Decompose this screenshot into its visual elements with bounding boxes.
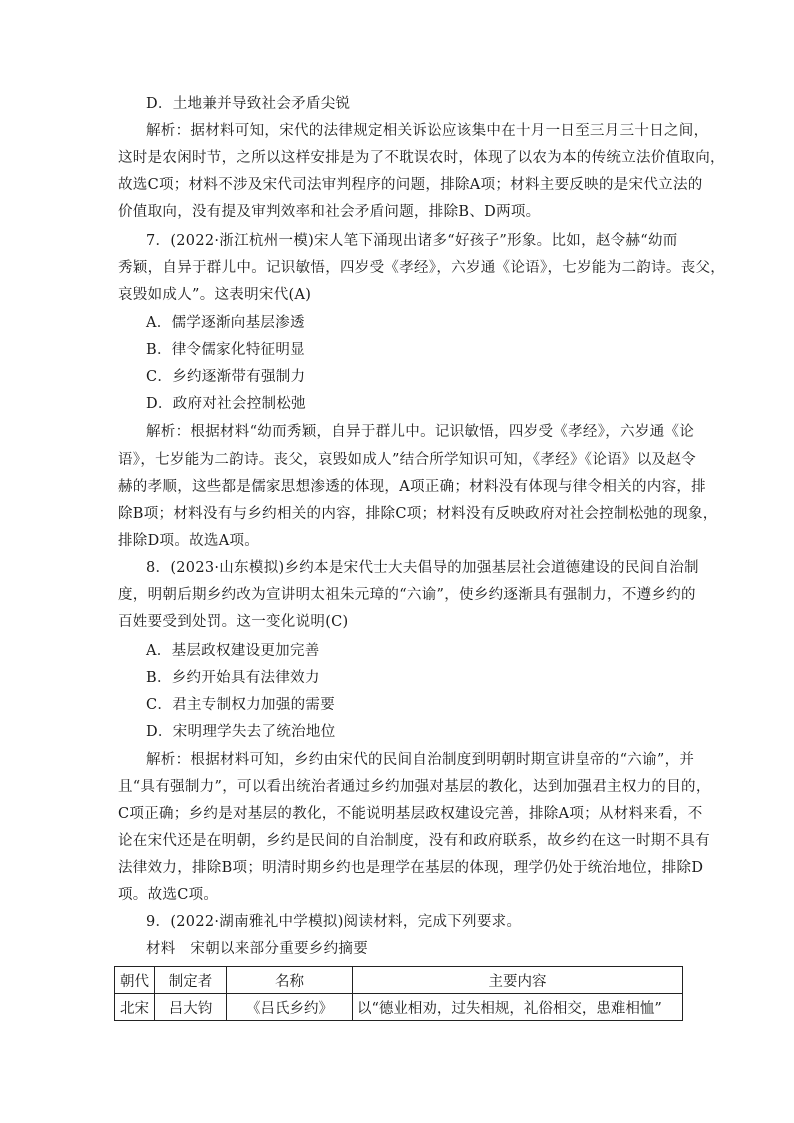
q8-option-b: B．乡约开始具有法律效力 — [146, 670, 320, 686]
q9-material-title: 材料 宋朝以来部分重要乡约摘要 — [146, 941, 368, 957]
q8-stem-line: 8．(2023·山东模拟)乡约本是宋代士大夫倡导的加强基层社会道德建设的民间自治制 — [146, 560, 699, 576]
q7-analysis-line: 语》，七岁能为二韵诗。丧父，哀毁如成人”结合所学知识可知，《孝经》《论语》以及赵令 — [118, 452, 696, 468]
q7-analysis-line: 除B项；材料没有与乡约相关的内容，排除C项；材料没有反映政府对社会控制松弛的现象， — [118, 506, 718, 522]
q8-option-d: D．宋明理学失去了统治地位 — [146, 724, 336, 740]
q7-option-c: C．乡约逐渐带有强制力 — [146, 369, 306, 385]
q7-option-b: B．律令儒家化特征明显 — [146, 342, 305, 358]
q7-option-d: D．政府对社会控制松弛 — [146, 396, 306, 412]
q7-stem-line: 7．(2022·浙江杭州一模)宋人笔下涌现出诸多“好孩子”形象。比如，赵令赫“幼而 — [146, 233, 678, 249]
q7-analysis-line: 排除D项。故选A项。 — [118, 533, 260, 549]
q9-stem: 9．(2022·湖南雅礼中学模拟)阅读材料，完成下列要求。 — [146, 914, 522, 930]
table-header-cell: 制定者 — [155, 967, 227, 994]
q7-option-a: A．儒学逐渐向基层渗透 — [146, 315, 305, 331]
q7-stem-line: 秀颖，自异于群儿中。记识敏悟，四岁受《孝经》，六岁通《论语》，七岁能为二韵诗。丧父， — [118, 260, 726, 276]
q8-option-a: A．基层政权建设更加完善 — [146, 643, 320, 659]
q6-analysis-line: 这时是农闲时节，之所以这样安排是为了不耽误农时，体现了以农为本的传统立法价值取向， — [118, 150, 725, 166]
q7-analysis-line: 解析：根据材料“幼而秀颖，自异于群儿中。记识敏悟，四岁受《孝经》，六岁通《论 — [146, 424, 695, 440]
table-cell: 以“德业相劝，过失相规，礼俗相交，患难相恤” — [353, 994, 683, 1021]
q8-analysis-line: C项正确；乡约是对基层的教化，不能说明基层政权建设完善，排除A项；从材料来看，不 — [118, 806, 703, 822]
q8-analysis-line: 论在宋代还是在明朝，乡约是民间的自治制度，没有和政府联系，故乡约在这一时期不具有 — [118, 833, 710, 849]
table-header-row — [115, 967, 683, 994]
q8-analysis-line: 解析：根据材料可知，乡约由宋代的民间自治制度到明朝时期宣讲皇帝的“六谕”，并 — [146, 752, 695, 768]
q6-analysis-line: 价值取向，没有提及审判效率和社会矛盾问题，排除B、D两项。 — [118, 204, 541, 220]
q8-analysis-line: 且“具有强制力”，可以看出统治者通过乡约加强对基层的教化，达到加强君主权力的目的， — [118, 779, 711, 795]
q8-stem-line: 百姓要受到处罚。这一变化说明(C) — [118, 614, 349, 630]
table-cell: 北宋 — [115, 994, 155, 1021]
table-header-cell: 主要内容 — [353, 967, 683, 994]
q8-stem-line: 度，明朝后期乡约改为宣讲明太祖朱元璋的“六谕”，使乡约逐渐具有强制力，不遵乡约的 — [118, 587, 696, 603]
q6-option-d: D．土地兼并导致社会矛盾尖锐 — [146, 96, 351, 112]
table-header-cell: 名称 — [227, 967, 353, 994]
table-row — [115, 994, 683, 1021]
q7-stem-line: 哀毁如成人”。这表明宋代(A) — [118, 287, 312, 303]
table-cell: 《吕氏乡约》 — [227, 994, 353, 1021]
q7-analysis-line: 赫的孝顺，这些都是儒家思想渗透的体现，A项正确；材料没有体现与律令相关的内容，排 — [118, 479, 706, 495]
table-cell: 吕大钧 — [155, 994, 227, 1021]
rural-compact-table — [114, 966, 683, 1021]
q6-analysis-line: 故选C项；材料不涉及宋代司法审判程序的问题，排除A项；材料主要反映的是宋代立法的 — [118, 177, 703, 193]
q6-analysis-line: 解析：据材料可知，宋代的法律规定相关诉讼应该集中在十月一日至三月三十日之间， — [146, 123, 709, 139]
q8-option-c: C．君主专制权力加强的需要 — [146, 697, 335, 713]
table-header-cell: 朝代 — [115, 967, 155, 994]
q8-analysis-line: 项。故选C项。 — [118, 887, 219, 903]
q8-analysis-line: 法律效力，排除B项；明清时期乡约也是理学在基层的体现，理学仍处于统治地位，排除D — [118, 860, 704, 876]
